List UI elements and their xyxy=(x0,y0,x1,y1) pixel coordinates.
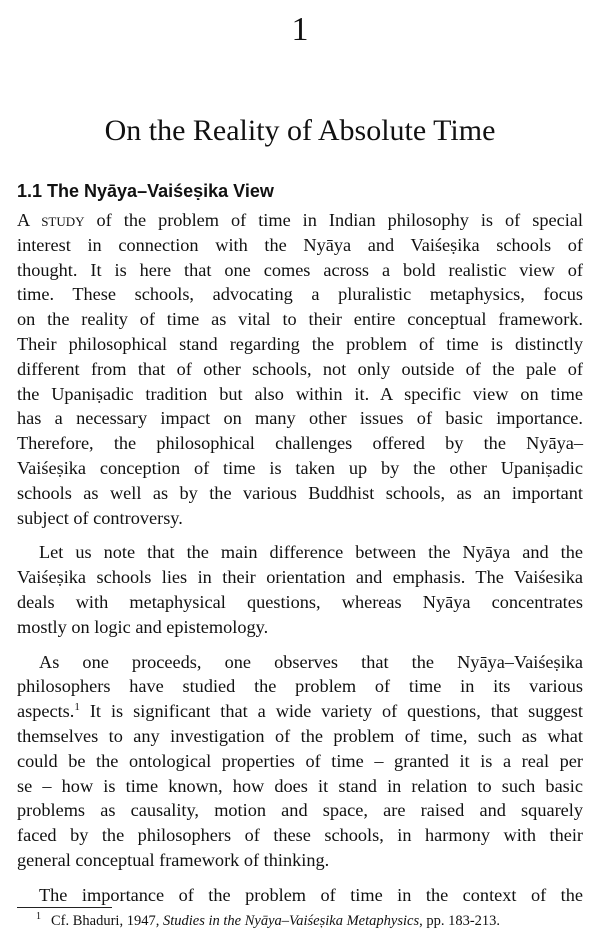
text-line: Vaiśeṣika schools lies in their orientation and emphasis. The Vaiśesika xyxy=(17,567,583,588)
text-line: thought. It is here that one comes across a bold realistic view of xyxy=(17,259,583,280)
text-line: Let us note that the main difference between the Nyāya and the xyxy=(39,542,583,563)
text-line: different from that of other schools, not only outside of the pale of xyxy=(17,358,583,379)
paragraph-1 xyxy=(17,208,583,530)
paragraph-3 xyxy=(17,650,583,873)
text-line: As one proceeds, one observes that the Nyāya–Vaiśeṣika xyxy=(39,651,583,672)
text-line: interest in connection with the Nyāya and Vaiśeṣika schools of xyxy=(17,234,583,255)
text-line: has a necessary impact on many other issues of basic importance. xyxy=(17,408,583,429)
footnote-book-title: Studies in the Nyāya–Vaiśeṣika Metaphysics xyxy=(162,913,420,929)
text-line: problems as causality, motion and space, are raised and squarely xyxy=(17,800,583,821)
text-line: The importance of the problem of time in the context of the xyxy=(39,884,583,905)
text-line: could be the ontological properties of time – granted it is a real per xyxy=(17,750,583,771)
text-line: philosophers have studied the problem of time in its various xyxy=(17,676,583,697)
section-heading: 1.1 The Nyāya–Vaiśeṣika View xyxy=(17,181,274,201)
footnote-reference: 1 xyxy=(74,701,80,714)
small-caps-lead: study xyxy=(41,210,85,230)
text-line: time. These schools, advocating a pluralistic metaphysics, focus xyxy=(17,284,583,305)
text-line: aspects.$^1$ It is significant that a wide variety of questions, that suggest xyxy=(17,701,583,722)
text-line: themselves to any investigation of the problem of time, such as what xyxy=(17,725,583,746)
text-line: on the reality of time as vital to their entire conceptual framework. xyxy=(17,309,583,330)
text-line: general conceptual framework of thinking. xyxy=(17,849,330,870)
text-line: the Upaniṣadic tradition but also within it. A specific view on time xyxy=(17,383,583,404)
chapter-number: 1 xyxy=(291,11,309,48)
footnote-rule xyxy=(17,907,112,908)
text-line: se – how is time known, how does it stand in relation to such basic xyxy=(17,775,583,796)
text-line: Vaiśeṣika conception of time is taken up by the other Upaniṣadic xyxy=(17,457,583,478)
body-text xyxy=(17,208,583,908)
paragraph-2 xyxy=(17,540,583,639)
text-line: subject of controversy. xyxy=(17,507,183,528)
text-line: A study of the problem of time in Indian philosophy is of special xyxy=(17,210,583,230)
paragraph-4 xyxy=(17,883,583,908)
footnote-marker: 1 xyxy=(36,911,41,923)
text-line: Their philosophical stand regarding the problem of time is distinctly xyxy=(17,333,583,354)
text-line: faced by the philosophers of these schools, in harmony with their xyxy=(17,825,583,846)
text-line: deals with metaphysical questions, whereas Nyāya concentrates xyxy=(17,591,583,612)
text-line: schools as well as by the various Buddhist schools, as an important xyxy=(17,482,583,503)
text-line: mostly on logic and epistemology. xyxy=(17,616,269,637)
text-line: Therefore, the philosophical challenges offered by the Nyāya– xyxy=(17,433,583,454)
footnote: $^1$ Cf. Bhaduri, 1947, Studies in the Nyāya–Vaiśeṣika Metaphysics, pp. 183-213. xyxy=(36,911,501,929)
chapter-title: On the Reality of Absolute Time xyxy=(104,114,496,147)
